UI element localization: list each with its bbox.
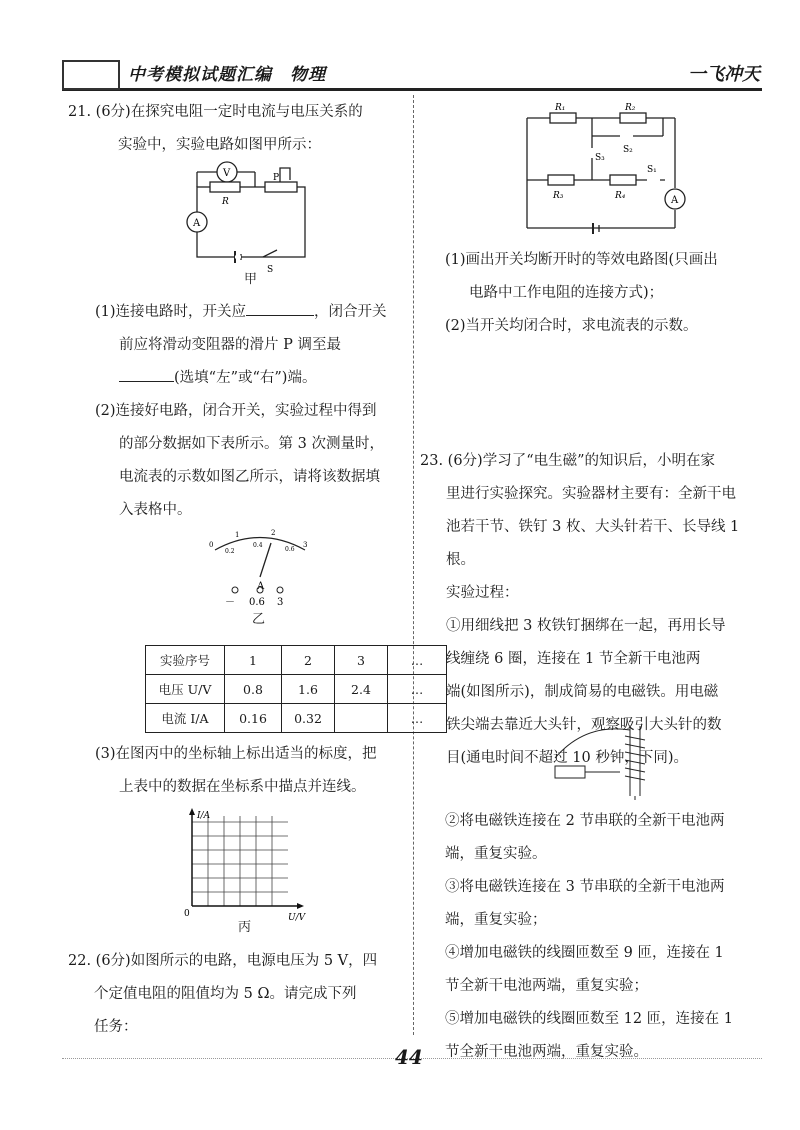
q21-part2-d: 入表格中。 — [119, 502, 192, 518]
q23-step4b: 节全新干电池两端，重复实验； — [445, 978, 648, 994]
q22-intro-line2: 个定值电阻的阻值均为 5 Ω。请完成下列 — [94, 986, 357, 1002]
q23-step1b: 线缠绕 6 圈，连接在 1 节全新干电池两 — [446, 651, 701, 667]
graph-bing — [180, 808, 320, 923]
table-cell: 电流 I/A — [146, 704, 225, 733]
ammeter-label: A — [671, 195, 679, 206]
q21-part1-b: ，闭合开关 — [314, 304, 387, 320]
q22-part1-b: 电路中工作电阻的连接方式)； — [469, 285, 664, 301]
resistor-r3 — [548, 175, 574, 185]
figure-bing-caption: 丙 — [238, 920, 252, 935]
q21-intro — [68, 96, 408, 162]
q22-intro-line1: 22. (6分)如图所示的电路，电源电压为 5 V，四 — [68, 953, 378, 969]
q23-line4: 实验过程： — [446, 585, 519, 601]
circuit-figure-q22 — [515, 98, 695, 243]
q23-step4a: ④增加电磁铁的线圈匝数至 9 匝，连接在 1 — [445, 945, 724, 961]
table-cell: … — [388, 704, 447, 733]
q23-steps — [445, 805, 765, 1069]
terminal-minus: － — [225, 597, 235, 608]
q21-part3-b: 上表中的数据在坐标系中描点并连线。 — [119, 779, 366, 795]
table-cell: 1.6 — [282, 675, 335, 704]
table-row — [146, 675, 447, 704]
q22-intro — [68, 945, 408, 1044]
q23-step5b: 节全新干电池两端，重复实验。 — [445, 1044, 648, 1060]
r2-label: R₂ — [625, 103, 636, 113]
header-title: 中考模拟试题汇编 物理 — [128, 65, 326, 85]
q23-step1c: 端(如图所示)，制成简易的电磁铁。用电磁 — [446, 684, 719, 700]
q23-step2a: ②将电磁铁连接在 2 节串联的全新干电池两 — [445, 813, 725, 829]
tick-04: 0.4 — [253, 542, 263, 549]
graph-xlabel: U/V — [288, 913, 306, 923]
q22-parts — [445, 244, 765, 343]
q21-part2-a: (2)连接好电路，闭合开关，实验过程中得到 — [95, 403, 377, 419]
q21-part3 — [95, 738, 410, 804]
table-cell: … — [388, 646, 447, 675]
graph-origin: 0 — [184, 909, 190, 919]
slider-label: P — [273, 173, 280, 183]
table-cell: 实验序号 — [146, 646, 225, 675]
switch-label: S — [267, 265, 274, 275]
table-cell: 2.4 — [335, 675, 388, 704]
q21-part1 — [95, 296, 410, 527]
resistor-r1 — [550, 113, 576, 123]
q23-line3: 池若干节、铁钉 3 枚、大头针若干、长导线 1 根。 — [446, 519, 740, 568]
tick-06: 0.6 — [285, 546, 295, 553]
q22-part1-a: (1)画出开关均断开时的等效电路图(只画出 — [445, 252, 718, 268]
q23-step1d: 铁尖端去靠近大头针，观察吸引大头针的数 — [446, 717, 722, 733]
q22-intro-line3: 任务： — [94, 1019, 138, 1035]
switch-s — [263, 250, 277, 257]
q23-step1a: ①用细线把 3 枚铁钉捆绑在一起，再用长导 — [446, 618, 726, 634]
ammeter-label: A — [193, 218, 201, 229]
q21-intro-line1: 21. (6分)在探究电阻一定时电流与电压关系的 — [68, 104, 363, 120]
q21-part1-d: (选填“左”或“右”)端。 — [174, 370, 317, 386]
q21-part1-a: (1)连接电路时，开关应 — [95, 304, 247, 320]
table-cell: 0.32 — [282, 704, 335, 733]
q23-step3b: 端，重复实验； — [445, 912, 547, 928]
resistor-r4 — [610, 175, 636, 185]
resistor-label: R — [222, 197, 229, 207]
q21-part3-a: (3)在图丙中的坐标轴上标出适当的标度，把 — [95, 746, 377, 762]
tick-2: 2 — [271, 529, 276, 537]
table-cell: 0.8 — [225, 675, 282, 704]
needle-label: A — [257, 581, 265, 592]
circuit-figure-jia — [185, 160, 315, 280]
rheostat — [265, 182, 297, 192]
table-row — [146, 646, 447, 675]
table-row — [146, 704, 447, 733]
table-cell: 0.16 — [225, 704, 282, 733]
q23-step5a: ⑤增加电磁铁的线圈匝数至 12 匝，连接在 1 — [445, 1011, 734, 1027]
header-brand: 一飞冲天 — [688, 64, 760, 85]
page-header — [62, 58, 762, 91]
battery — [555, 766, 585, 778]
q22-part2: (2)当开关均闭合时，求电流表的示数。 — [445, 318, 698, 334]
column-divider — [413, 95, 414, 1035]
table-cell: 电压 U/V — [146, 675, 225, 704]
table-cell: 2 — [282, 646, 335, 675]
circuit-wire — [197, 187, 305, 257]
q23-line2: 里进行实验探究。实验器材主要有：全新干电 — [446, 486, 736, 502]
terminal-06: 0.6 — [249, 597, 265, 608]
q21-intro-line2: 实验中，实验电路如图甲所示： — [118, 137, 321, 153]
r4-label: R₄ — [615, 191, 626, 201]
s1-label: S₁ — [647, 165, 657, 175]
q21-part2-b: 的部分数据如下表所示。第 3 次测量时， — [119, 436, 384, 452]
q23-line1: 23. (6分)学习了“电生磁”的知识后，小明在家 — [420, 453, 716, 469]
q21-part2-c: 电流表的示数如图乙所示，请将该数据填 — [119, 469, 380, 485]
q23-step3a: ③将电磁铁连接在 3 节串联的全新干电池两 — [445, 879, 725, 895]
resistor-r2 — [620, 113, 646, 123]
s3-label: S₃ — [595, 153, 605, 163]
graph-ylabel: I/A — [197, 811, 211, 821]
r1-label: R₁ — [555, 103, 566, 113]
ammeter-dial-yi — [205, 525, 315, 615]
table-cell: … — [388, 675, 447, 704]
figure-jia-caption: 甲 — [244, 272, 258, 287]
terminal-3: 3 — [277, 597, 284, 608]
answer-blank-2[interactable] — [119, 367, 174, 382]
answer-blank-1[interactable] — [246, 301, 314, 316]
resistor-r — [210, 182, 240, 192]
tick-02: 0.2 — [225, 548, 235, 555]
q23-step2b: 端，重复实验。 — [445, 846, 547, 862]
tick-0: 0 — [209, 541, 214, 549]
figure-yi-caption: 乙 — [252, 612, 266, 627]
logo — [62, 60, 120, 90]
q21-part1-c: 前应将滑动变阻器的滑片 P 调至最 — [119, 337, 341, 353]
table-cell: 3 — [335, 646, 388, 675]
answer-cell[interactable] — [335, 704, 388, 733]
s2-label: S₂ — [623, 145, 633, 155]
r3-label: R₃ — [553, 191, 564, 201]
q23-step1e: 目(通电时间不超过 10 秒钟，下同)。 — [446, 750, 688, 766]
page-number: 44 — [395, 1045, 423, 1069]
tick-3: 3 — [303, 541, 308, 549]
electromagnet-figure — [545, 718, 665, 800]
table-cell: 1 — [225, 646, 282, 675]
tick-1: 1 — [235, 531, 240, 539]
data-table — [145, 645, 447, 733]
voltmeter-label: V — [223, 168, 231, 179]
